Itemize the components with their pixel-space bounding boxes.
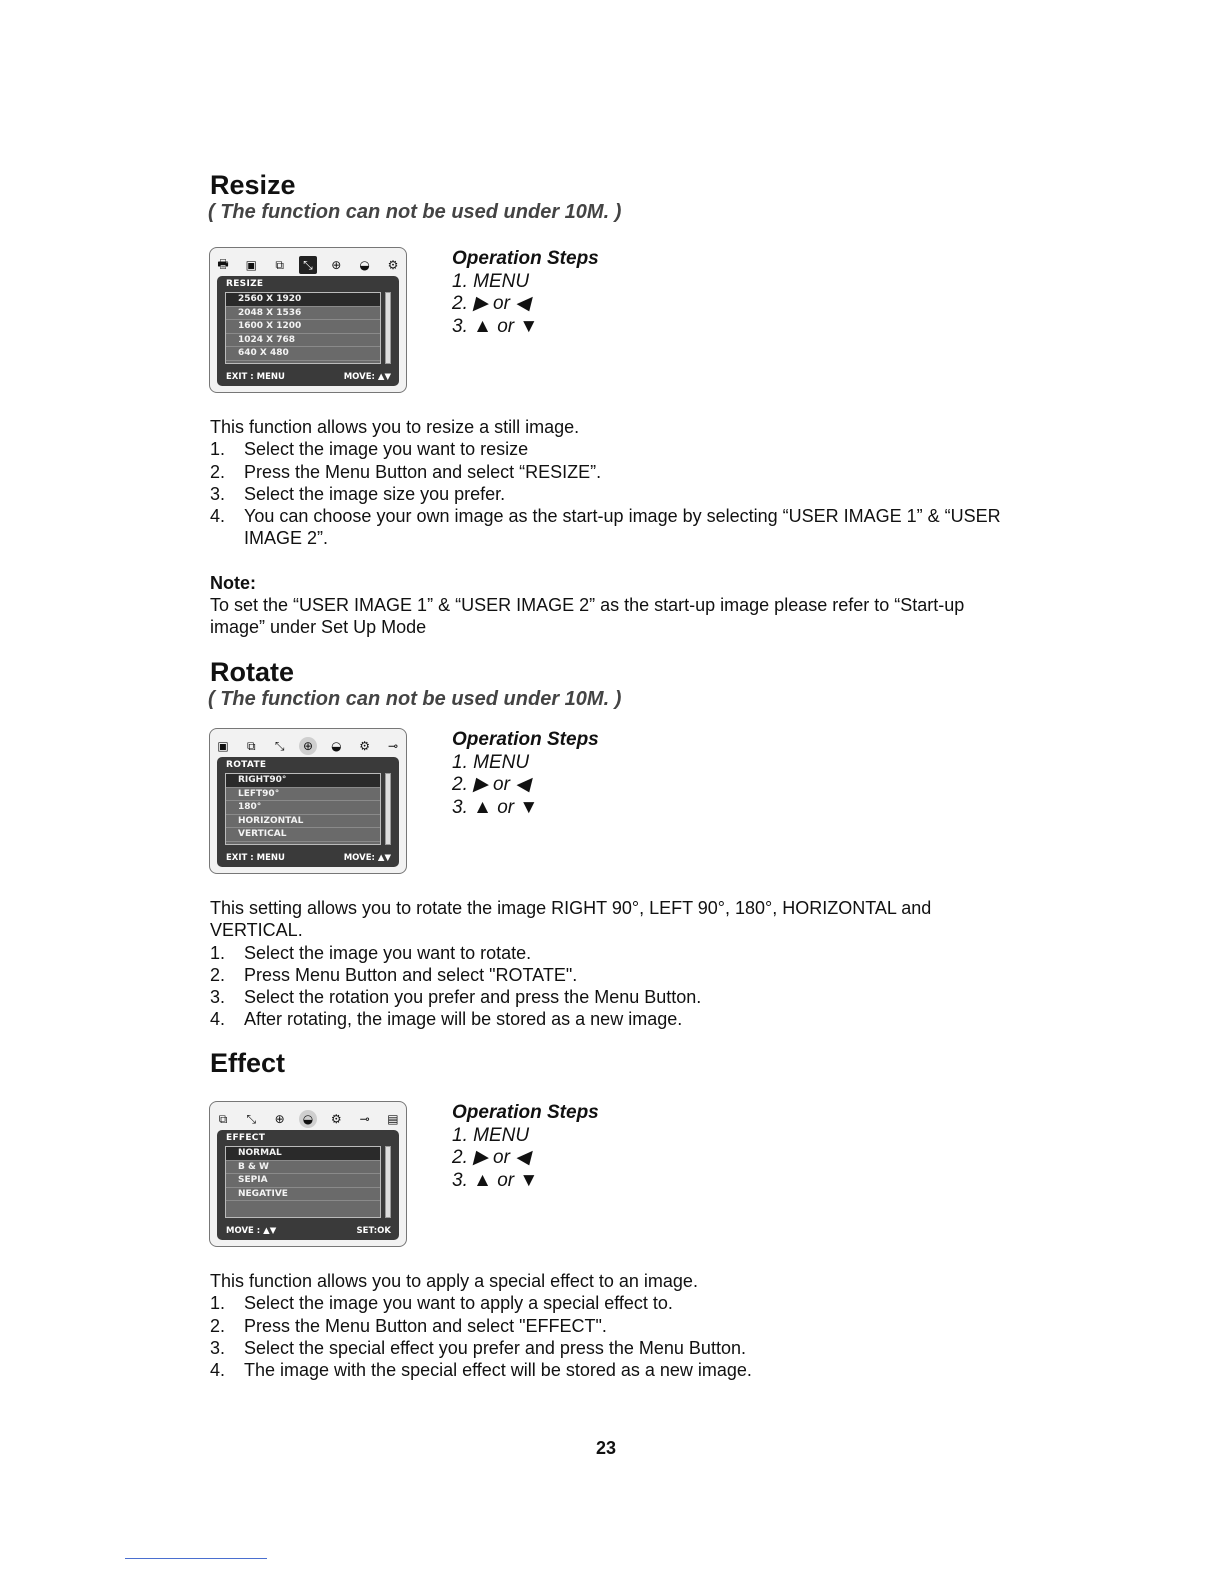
protect-icon: ⊸ <box>359 1112 370 1126</box>
resize-icon: ⤡ <box>246 1111 257 1126</box>
resize-menu-item: 2560 X 1920 <box>226 293 380 307</box>
list-item: 4. You can choose your own image as the start-up image by selecting “USER IMAGE 1” & “USER IMAGE 2”. <box>210 506 1001 549</box>
setup-icon: ⚙ <box>387 258 399 272</box>
effect-operation-steps <box>452 1102 599 1192</box>
rotate-menu-list <box>225 773 381 845</box>
effect-footer-left: MOVE : ▲▼ <box>226 1226 277 1236</box>
list-item: 2. Press Menu Button and select "ROTATE". <box>210 964 578 985</box>
setup-icon: ⚙ <box>330 1112 342 1126</box>
effect-intro: This function allows you to apply a special effect to an image. <box>210 1271 698 1291</box>
resize-footer-right: MOVE: ▲▼ <box>343 372 391 382</box>
rotate-footer-right: MOVE: ▲▼ <box>343 853 391 863</box>
list-item: 4. The image with the special effect will be stored as a new image. <box>210 1360 752 1381</box>
resize-menu-scrollbar <box>385 292 391 364</box>
effect-menu-footer <box>226 1226 391 1236</box>
ops-step: 2. ▶ or ◀ <box>452 293 530 314</box>
effect-menu-list <box>225 1146 381 1218</box>
ops-step: 1. MENU <box>452 1124 530 1146</box>
rotate-menu-item: LEFT90° <box>226 788 380 802</box>
resize-menu-item: 1024 X 768 <box>226 334 380 348</box>
effect-menu-screen <box>209 1101 407 1247</box>
resize-menu-item: 1600 X 1200 <box>226 320 380 334</box>
resize-subtitle: ( The function can not be used under 10M. ) <box>208 201 622 223</box>
rotate-menu-item: HORIZONTAL <box>226 815 380 829</box>
effect-menu-item: NEGATIVE <box>226 1188 380 1202</box>
effect-menu-scrollbar <box>385 1146 391 1218</box>
copy-icon: ⧉ <box>218 1111 228 1126</box>
resize-operation-steps <box>452 248 599 338</box>
note-label: Note: <box>210 572 256 593</box>
protect-icon: ⊸ <box>387 739 398 753</box>
ops-step: 3. ▲ or ▼ <box>452 1169 539 1191</box>
rotate-menu-panel <box>217 757 399 867</box>
resize-footer-left: EXIT : MENU <box>226 372 285 382</box>
footnote-divider <box>125 1558 267 1559</box>
dpof-icon: ▣ <box>245 258 257 272</box>
effect-description <box>210 1270 1010 1381</box>
rotate-icon: ⊕ <box>299 737 317 755</box>
slideshow-icon: ▤ <box>387 1112 399 1126</box>
effect-menu-panel <box>217 1130 399 1240</box>
rotate-description <box>210 897 1010 1031</box>
ops-step: 3. ▲ or ▼ <box>452 796 539 818</box>
resize-menu-item: 2048 X 1536 <box>226 307 380 321</box>
list-item: 1. Select the image you want to resize <box>210 439 529 460</box>
rotate-menu-footer <box>226 853 391 863</box>
rotate-operation-steps <box>452 729 599 819</box>
resize-menu-list <box>225 292 381 364</box>
resize-icon: ⤡ <box>274 738 285 753</box>
rotate-menu-item: 180° <box>226 801 380 815</box>
list-item: 3. Select the special effect you prefer and press the Menu Button. <box>210 1337 746 1358</box>
effect-icon: ◒ <box>331 739 342 753</box>
effect-menu-title: EFFECT <box>226 1133 266 1143</box>
resize-menu-title: RESIZE <box>226 279 264 289</box>
page-number: 23 <box>596 1438 617 1458</box>
effect-footer-right: SET:OK <box>356 1226 391 1236</box>
rotate-footer-left: EXIT : MENU <box>226 853 285 863</box>
list-item: 3. Select the image size you prefer. <box>210 483 506 504</box>
effect-title: Effect <box>210 1048 286 1078</box>
list-item: 1. Select the image you want to rotate. <box>210 942 532 963</box>
print-icon: 🖶 <box>217 256 229 271</box>
resize-menu-item: 640 X 480 <box>226 347 380 361</box>
effect-icon-row <box>214 1108 402 1130</box>
resize-menu-screen <box>209 247 407 393</box>
resize-title: Resize <box>210 170 296 200</box>
list-item: 4. After rotating, the image will be stored as a new image. <box>210 1009 683 1030</box>
rotate-subtitle: ( The function can not be used under 10M. ) <box>208 688 622 710</box>
list-item: 2. Press the Menu Button and select “RESIZE”. <box>210 461 602 482</box>
rotate-menu-scrollbar <box>385 773 391 845</box>
effect-menu-item: B & W <box>226 1161 380 1175</box>
rotate-icon-row <box>214 735 402 757</box>
rotate-steps <box>210 942 1010 1031</box>
copy-icon: ⧉ <box>275 257 284 272</box>
dpof-icon: ▣ <box>217 739 229 753</box>
resize-menu-footer <box>226 372 391 382</box>
rotate-menu-item: RIGHT90° <box>226 774 380 788</box>
rotate-menu-item: VERTICAL <box>226 828 380 842</box>
ops-step: 1. MENU <box>452 270 530 292</box>
rotate-menu-screen <box>209 728 407 874</box>
resize-icon-row <box>214 254 402 276</box>
resize-description <box>210 416 1010 639</box>
ops-step: 2. ▶ or ◀ <box>452 1147 530 1168</box>
rotate-intro: This setting allows you to rotate the image RIGHT 90°, LEFT 90°, 180°, HORIZONTAL and VERTICAL. <box>210 898 932 941</box>
effect-menu-item: NORMAL <box>226 1147 380 1161</box>
copy-icon: ⧉ <box>247 738 256 753</box>
note-text: To set the “USER IMAGE 1” & “USER IMAGE 2” as the start-up image please refer to “Start-up image” under Set Up Mode <box>210 595 965 638</box>
list-item: 3. Select the rotation you prefer and press the Menu Button. <box>210 987 702 1008</box>
rotate-icon: ⊕ <box>274 1112 285 1126</box>
rotate-icon: ⊕ <box>331 258 342 272</box>
resize-intro: This function allows you to resize a still image. <box>210 417 580 437</box>
effect-menu-item: SEPIA <box>226 1174 380 1188</box>
list-item: 2. Press the Menu Button and select "EFFECT". <box>210 1315 607 1336</box>
ops-step: 2. ▶ or ◀ <box>452 774 530 795</box>
rotate-title: Rotate <box>210 657 295 687</box>
effect-icon: ◒ <box>299 1110 317 1128</box>
effect-icon: ◒ <box>359 258 370 272</box>
resize-menu-panel <box>217 276 399 386</box>
ops-heading: Operation Steps <box>452 1102 599 1123</box>
ops-step: 1. MENU <box>452 751 530 773</box>
resize-steps <box>210 438 1010 549</box>
ops-step: 3. ▲ or ▼ <box>452 315 539 337</box>
ops-heading: Operation Steps <box>452 248 599 269</box>
ops-heading: Operation Steps <box>452 729 599 750</box>
list-item: 1. Select the image you want to apply a special effect to. <box>210 1293 673 1314</box>
setup-icon: ⚙ <box>359 739 371 753</box>
effect-steps <box>210 1292 1010 1381</box>
rotate-menu-title: ROTATE <box>226 760 267 770</box>
resize-icon: ⤡ <box>299 256 317 274</box>
